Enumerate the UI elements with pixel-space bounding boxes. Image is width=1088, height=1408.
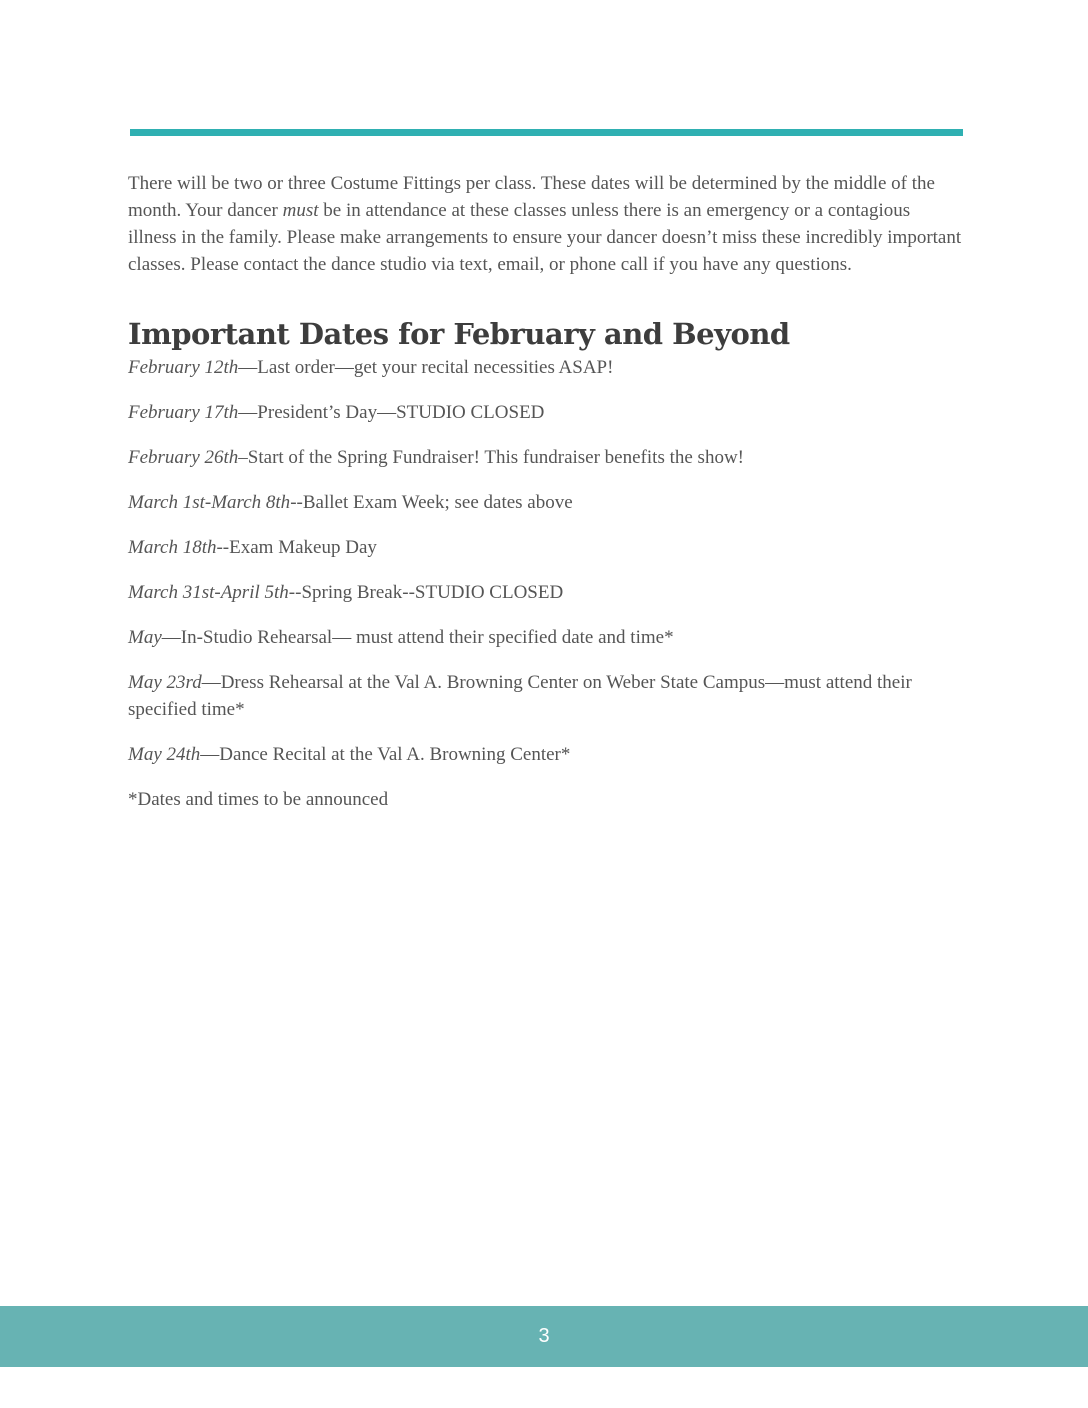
- date-item: [128, 741, 963, 768]
- page-content: [128, 170, 963, 813]
- date-item: [128, 579, 963, 606]
- date-description: —In-Studio Rehearsal— must attend their specified date and time*: [161, 627, 674, 648]
- date-label: March 18th: [128, 537, 217, 558]
- date-item: [128, 399, 963, 426]
- date-label: February 26th: [128, 447, 239, 468]
- date-item: [128, 354, 963, 381]
- date-description: --Exam Makeup Day: [216, 537, 377, 558]
- intro-text-end: be in attendance at these classes unless there is an emergency or a contagious illness in the family. Please make arrangements to ensure your dancer doesn’t miss these incredibly important classes. Please contact the dance studio via text, email, or phone call if you have any questions.: [128, 200, 962, 275]
- date-label: May: [128, 627, 162, 648]
- date-item: [128, 444, 963, 471]
- date-description: —Dance Recital at the Val A. Browning Center*: [200, 744, 571, 765]
- top-accent-rule: [130, 129, 963, 136]
- section-heading: Important Dates for February and Beyond: [128, 317, 790, 351]
- intro-text-start: There will be two or three Costume Fittings per class. These dates will be determined by the middle of the month. Your dancer: [128, 173, 935, 221]
- footer-band: [0, 1306, 1088, 1367]
- intro-emphasis: must: [282, 200, 319, 221]
- intro-paragraph: [128, 170, 963, 278]
- date-description: —President’s Day—STUDIO CLOSED: [238, 402, 545, 423]
- date-label: March 31st-April 5th: [128, 582, 289, 603]
- date-label: February 17th: [128, 402, 239, 423]
- date-description: —Dress Rehearsal at the Val A. Browning Center on Weber State Campus—must attend their specified time*: [128, 672, 912, 720]
- date-item: [128, 489, 963, 516]
- dates-footnote: *Dates and times to be announced: [128, 789, 389, 810]
- date-description: --Spring Break--STUDIO CLOSED: [288, 582, 564, 603]
- date-description: —Last order—get your recital necessities ASAP!: [238, 357, 614, 378]
- date-label: May 24th: [128, 744, 201, 765]
- date-item: [128, 669, 963, 723]
- date-item: [128, 534, 963, 561]
- date-label: March 1st-March 8th: [128, 492, 291, 513]
- date-label: May 23rd: [128, 672, 202, 693]
- date-item: [128, 624, 963, 651]
- date-description: --Ballet Exam Week; see dates above: [290, 492, 573, 513]
- page-number: 3: [538, 1325, 550, 1347]
- important-dates-list: [128, 354, 963, 768]
- date-label: February 12th: [128, 357, 239, 378]
- date-description: –Start of the Spring Fundraiser! This fundraiser benefits the show!: [238, 447, 744, 468]
